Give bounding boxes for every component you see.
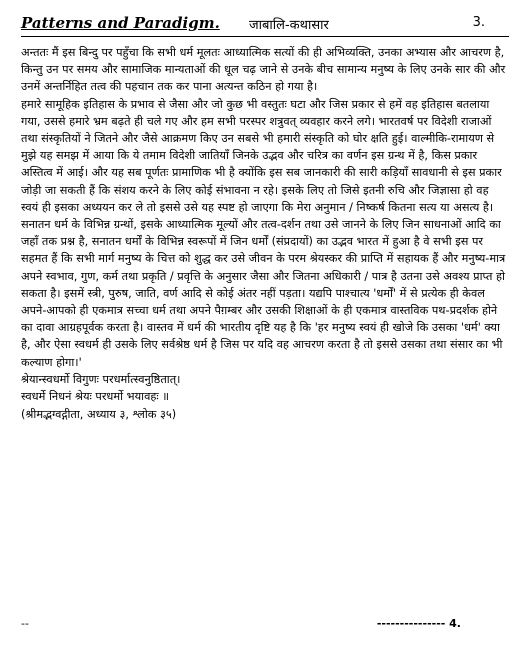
- paragraph-3: सनातन धर्म के विभिन्न ग्रन्थों, इसके आध्यात्मिक मूल्यों और तत्व-दर्शन तथा उसे जानने के लिए जिन साधनाओं आदि का जहाँ तक प्रश्न है, सनातन धर्मों के विभिन्न स्वरूपों में जिन धर्मों (संप्रदायों) का उद्भव भारत में हुआ है वे सभी इस पर सहमत हैं कि सभी मार्ग मनुष्य के चित्त को शुद्ध कर उसे जीवन के परम श्रेयस्कर की प्राप्ति में सहायक हैं और मनुष्य-मात्र अपने स्वभाव, गुण, कर्म तथा प्रकृति / प्रवृत्ति के अनुसार जैसा और जितना अधिकारी / पात्र है उतना उसे अवश्य प्राप्त हो सकता है। इसमें स्त्री, पुरुष, जाति, वर्ण आदि से कोई अंतर नहीं पड़ता। यद्यपि पाश्चात्य 'धर्मों' में से प्रत्येक ही केवल अपने-आपको ही एकमात्र सच्चा धर्म तथा अपने पैग़म्बर और उसकी शिक्षाओं के ही एकमात्र वास्तविक पथ-प्रदर्शक होने का दावा आग्रहपूर्वक करता है। वास्तव में धर्म की भारतीय दृष्टि यह है कि 'हर मनुष्य स्वयं ही खोजे कि उसका 'धर्म' क्या है, और ऐसा स्वधर्म ही उसके लिए सर्वश्रेष्ठ धर्म है जिस पर यदि वह आचरण करता है तो इससे उसका तथा संसार का भी कल्याण होगा।': [21, 218, 506, 369]
- footer-left: --: [21, 617, 29, 630]
- page-header: [21, 12, 509, 37]
- book-title: Patterns and Paradigm.: [21, 14, 220, 32]
- verse-line-2: स्वधर्मे निधनं श्रेयः परधर्मो भयावहः ॥: [21, 390, 169, 404]
- verse-citation: (श्रीमद्भग्वद्गीता, अध्याय ३, श्लोक ३५): [21, 408, 177, 422]
- paragraph-1: अन्ततः मैं इस बिन्दु पर पहुँचा कि सभी धर्म मूलतः आध्यात्मिक सत्यों की ही अभिव्यक्ति, उनका अभ्यास और आचरण है, किन्तु उन पर समय और सामाजिक मान्यताओं की धूल चढ़ जाने से उनके बीच सामान्य मनुष्य के लिए उनके सार की और उनमें अन्तर्निहित तत्व की पहचान तक कर पाना अत्यन्त कठिन हो गया है।: [21, 46, 506, 94]
- chapter-title: जाबालि-कथासार: [249, 18, 329, 33]
- verse-line-1: श्रेयान्स्वधर्मो विगुणः परधर्मात्स्वनुष्ठितात्।: [21, 372, 181, 386]
- footer-page-number: --------------- 4.: [376, 617, 461, 630]
- paragraph-2: हमारे सामूहिक इतिहास के प्रभाव से जैसा और जो कुछ भी वस्तुतः घटा और जिस प्रकार से हमें वह इतिहास बतलाया गया, उससे हमारे भ्रम बढ़ते ही चले गए और हम सभी परस्पर शत्रुवत् व्यवहार करने लगे। भारतवर्ष पर विदेशी राजाओं तथा संस्कृतियों ने जितने और जैसे आक्रमण किए उन सबसे भी हमारी संस्कृति को घोर क्षति हुई। वाल्मीकि-रामायण से मुझे यह समझ में आया कि ये तमाम विदेशी जातियाँ जिनके उद्भव और चरित्र का वर्णन इस ग्रन्थ में है, किस प्रकार अस्तित्व में आई। और यह सब पूर्णतः प्रामाणिक भी है क्योंकि इस सब जानकारी की सारी कड़ियाँ सावधानी से इस प्रकार जोड़ी जा सकती हैं कि संशय करने के लिए कोई संभावना न रहे। इसके लिए तो जिसे इतनी रुचि और जिज्ञासा हो वह स्वयं ही इसका अध्ययन कर ले तो इससे उसे यह स्पष्ट हो जाएगा कि मेरा अनुमान / निष्कर्ष कितना सत्य या असत्य है।: [21, 97, 502, 214]
- document-body: [21, 44, 509, 424]
- page-number: 3.: [472, 15, 485, 30]
